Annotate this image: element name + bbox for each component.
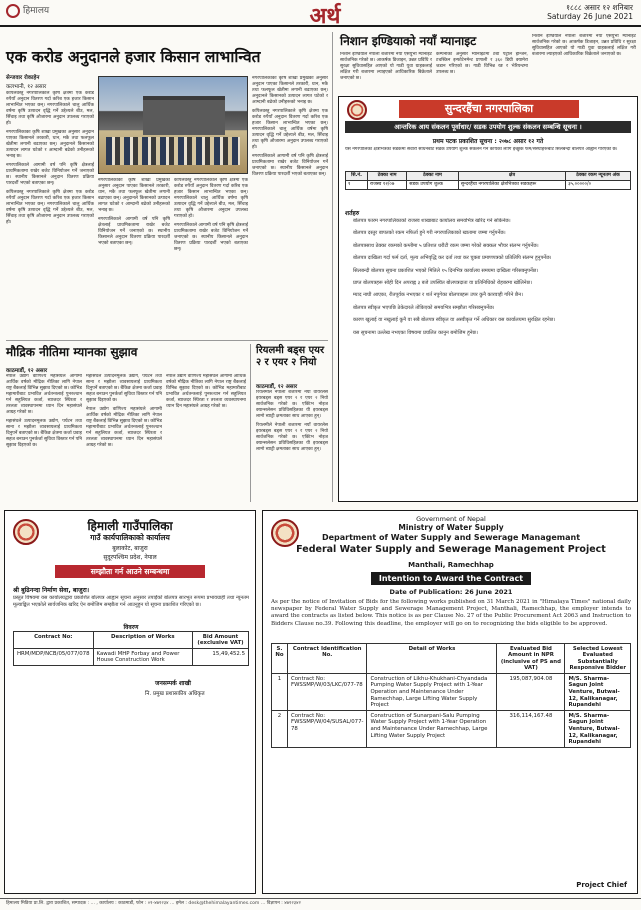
story-monetary-col1: नेपाल उद्योग वाणिज्य महासंघले आगामी आर्थिक वर्षको मौद्रिक नीतिका लागि नेपाल राष्ट्र बैंकलाई विभिन्न सुझाव दिएको छ। कोभिड महामारीबाट प्रभावित अर्थतन्त्रलाई पुनरुत्थान गर्न सहुलियत कर्जा, ब्याजदर स्थिरता र तरलता व्यवस्थापनमा ध्यान दिन महासंघले आग्रह गरेको छ। महासंघले उत्पादनमूलक उद्योग, पर्यटन तथा साना र मझौला व्यवसायलाई प्राथमिकता दिनुपर्ने बताएको छ। बैंकिङ क्षेत्रमा कर्जा प्रवाह सहज बनाउन पुनर्कर्जा सुविधा विस्तार गर्न पनि सुझाव दिइएको छ। xyxy=(6,374,82,448)
story-nissan-col1: निशान इण्डियाले नेपाली बजारमा नयाँ एसयुभी म्यानाइट सार्वजनिक गरेको छ। आकर्षक डिजाइन, उन्नत प्रविधि र सुरक्षा सुविधासहित आएको यो गाडी युवा ग्राहकलाई लक्षित गरी बजारमा ल्याइएको आधिकारिक बिक्रेताले जनाएको छ। xyxy=(340,52,432,81)
story-realme-headline: रियलमी बड्स एयर २ र एयर २ नियो xyxy=(256,345,325,368)
story-kisan-col1: कपिलवस्तु नगरपालिकाले कृषि क्षेत्रमा एक करोड रुपैयाँ अनुदान वितरण गर्दा करिब एक हजार किसान लाभान्वित भएका छन्। नगरपालिकाले चालु आर्थिक वर्षमा कृषि उत्पादन वृद्धि गर्ने उद्देश्यले बीउ, मल, सिँचाइ तथा कृषि औजारमा अनुदान उपलब्ध गराएको हो। नगरपालिकाका कृषि शाखा प्रमुखका अनुसार अनुदान पाएका किसानले तरकारी, धान, मकै तथा फलफूल खेतीमा लगानी बढाएका छन्। अनुदानले किसानको उत्पादन लागत घटेको र आम्दानी बढेको उनीहरूको भनाइ छ। नगरपालिकाले आगामी वर्ष पनि कृषि क्षेत्रलाई प्राथमिकतामा राखेर बजेट विनियोजन गर्ने जनाएको छ। स्थानीय किसानले अनुदान वितरण प्रक्रिया पारदर्शी भएको बताएका छन्। कपिलवस्तु नगरपालिकाले कृषि क्षेत्रमा एक करोड रुपैयाँ अनुदान वितरण गर्दा करिब एक हजार किसान लाभान्वित भएका छन्। नगरपालिकाले चालु आर्थिक वर्षमा कृषि उत्पादन वृद्धि गर्ने उद्देश्यले बीउ, मल, सिँचाइ तथा कृषि औजारमा अनुदान उपलब्ध गराएको हो। xyxy=(6,91,94,225)
paper-logo xyxy=(6,3,126,23)
story-kisan-photo xyxy=(98,76,248,174)
notice-himali-location: बुलाकोट, बाजुरा xyxy=(112,545,148,552)
table-row: 1 Contract No: FWSSMP/W/03/LKC/077-78 Construction of Likhu-Khukhani-Chyandada Pumping Water Supply Project with 1-Year Operation and Maintenance Under Ramechhap, Large Lifting Water Supply Project 195,087,904.08 M/S. Sharma-Sagun Joint Venture, Butwal-12, Kalikanagar, Rupandehi xyxy=(272,674,631,711)
nepal-emblem-icon xyxy=(347,100,367,120)
notice-sundar-table xyxy=(345,171,631,190)
notice-himali-table-label: विवरण xyxy=(123,624,139,631)
notice-himali-banner: सम्झौता गर्न आउने सम्बन्धमा xyxy=(55,565,205,578)
issue-date xyxy=(547,3,633,21)
table-header-row: S. No Contract Identification No. Detail of Works Evaluated Bid Amount in NPR (inclusive of PS and VAT) Selected Lowest Evaluated Substantially Responsive Bidder xyxy=(272,644,631,674)
notice-himali-signer: जनसम्पर्क शाखी xyxy=(155,680,191,687)
notice-himali-to: श्री बुढिनन्दा निर्माण सेवा, बाजुरा। xyxy=(13,587,90,594)
table-row: HRM/MDP/NCB/05/077/078 Kawadi MHP Forbay and Power House Construction Work 15,49,452.5 xyxy=(14,649,249,666)
story-monetary-col3: नेपाल उद्योग वाणिज्य महासंघले आगामी आर्थिक वर्षको मौद्रिक नीतिका लागि नेपाल राष्ट्र बैंकलाई विभिन्न सुझाव दिएको छ। कोभिड महामारीबाट प्रभावित अर्थतन्त्रलाई पुनरुत्थान गर्न सहुलियत कर्जा, ब्याजदर स्थिरता र तरलता व्यवस्थापनमा ध्यान दिन महासंघले आग्रह गरेको छ। xyxy=(166,374,246,409)
notice-sundar-terms: 1. बोलपत्र फारम नगरपालिकाको राजस्व शाखाबाट कार्यालय समयभित्र खरिद गर्न सकिनेछ। 2. बोलपत्र दस्तुर बापतको रकम नफिर्ता हुने गरी नगरपालिकाको खातामा जम्मा गर्नुपर्नेछ। 3. बोलपत्रसाथ ठेक्का रकमको कम्तीमा ५ प्रतिशत धरौटी रकम जम्मा गरेको सक्कल भौचर संलग्न गर्नुपर्नेछ। 4. बोलपत्र दाखिला गर्दा फर्म दर्ता, मूल्य अभिवृद्धि कर दर्ता तथा कर चुक्ता प्रमाणपत्रको प्रतिलिपि संलग्न हुनुपर्नेछ। 5. सिलबन्दी बोलपत्र सूचना प्रकाशित भएको मितिले १५ दिनभित्र कार्यालय समयमा दाखिला गरिसक्नुपर्नेछ। 6. प्राप्त बोलपत्रहरू सोही दिन अपराह्न ३ बजे उपस्थित बोलपत्रदाता वा प्रतिनिधिको रोहबरमा खोलिनेछ। 7. म्याद नाघी आएका, रीतपूर्वक नभएका र शर्त नपुगेका बोलपत्रहरू उपर कुनै कारवाही गरिने छैन। 8. बोलपत्र स्वीकृत भएपछि ठेकेदारले तोकिएको समयभित्र सम्झौता गरिसक्नुपर्नेछ। 9. कारण खुलाई वा नखुलाई कुनै वा सबै बोलपत्र स्वीकृत वा अस्वीकृत गर्ने अधिकार यस कार्यालयमा सुरक्षित रहनेछ। 10. यस सूचनामा उल्लेख नभएका विषयमा प्रचलित कानुन बमोजिम हुनेछ। xyxy=(353,218,631,498)
notice-gov-ministry: Ministry of Water Supply xyxy=(398,523,504,532)
section-divider xyxy=(6,340,328,341)
notice-sundar-terms-title: शर्तहरु xyxy=(345,210,360,217)
story-realme-dateline: काठमाडौं, १२ असार xyxy=(256,384,298,390)
story-kisan-col2: नगरपालिकाका कृषि शाखा प्रमुखका अनुसार अनुदान पाएका किसानले तरकारी, धान, मकै तथा फलफूल खेतीमा लगानी बढाएका छन्। अनुदानले किसानको उत्पादन लागत घटेको र आम्दानी बढेको उनीहरूको भनाइ छ। नगरपालिकाले आगामी वर्ष पनि कृषि क्षेत्रलाई प्राथमिकतामा राखेर बजेट विनियोजन गर्ने जनाएको छ। स्थानीय किसानले अनुदान वितरण प्रक्रिया पारदर्शी भएको बताएका छन्। xyxy=(98,178,170,246)
story-nissan-headline: निशान इण्डियाको नयाँ म्यानाइट xyxy=(340,34,477,48)
table-header-row: सि.नं. ठेक्का नाम ठेक्का नाम क्षेत्र ठेक्का रकम न्यूनतम अंक xyxy=(346,172,631,181)
story-kisan-col4: नगरपालिकाका कृषि शाखा प्रमुखका अनुसार अनुदान पाएका किसानले तरकारी, धान, मकै तथा फलफूल खेतीमा लगानी बढाएका छन्। अनुदानले किसानको उत्पादन लागत घटेको र आम्दानी बढेको उनीहरूको भनाइ छ। कपिलवस्तु नगरपालिकाले कृषि क्षेत्रमा एक करोड रुपैयाँ अनुदान वितरण गर्दा करिब एक हजार किसान लाभान्वित भएका छन्। नगरपालिकाले चालु आर्थिक वर्षमा कृषि उत्पादन वृद्धि गर्ने उद्देश्यले बीउ, मल, सिँचाइ तथा कृषि औजारमा अनुदान उपलब्ध गराएको हो। नगरपालिकाले आगामी वर्ष पनि कृषि क्षेत्रलाई प्राथमिकतामा राखेर बजेट विनियोजन गर्ने जनाएको छ। स्थानीय किसानले अनुदान वितरण प्रक्रिया पारदर्शी भएको बताएका छन्। xyxy=(252,76,328,177)
table-row: १ राजस्व १२/०७ सडक उपयोग शुल्क सुन्दरहैंचा नगरपालिका क्षेत्रभित्रका सडकहरू ३५,०००००/० xyxy=(346,181,631,190)
story-monetary-dateline: काठमाडौं, १२ असार xyxy=(6,368,48,374)
column-divider xyxy=(250,344,251,502)
logo-text: हिमालय xyxy=(23,6,50,16)
masthead xyxy=(0,0,641,27)
notice-gov-department: Department of Water Supply and Sewerage Managemant xyxy=(321,533,581,542)
date-english: Saturday 26 June 2021 xyxy=(547,12,633,21)
notice-himali-table xyxy=(13,631,249,666)
notice-sundar-publish-line: प्रथम पटक प्रकाशित सूचना : २०७८ असार १२ गते xyxy=(432,138,544,145)
story-kisan-col3: कपिलवस्तु नगरपालिकाले कृषि क्षेत्रमा एक करोड रुपैयाँ अनुदान वितरण गर्दा करिब एक हजार किसान लाभान्वित भएका छन्। नगरपालिकाले चालु आर्थिक वर्षमा कृषि उत्पादन वृद्धि गर्ने उद्देश्यले बीउ, मल, सिँचाइ तथा कृषि औजारमा अनुदान उपलब्ध गराएको हो। नगरपालिकाले आगामी वर्ष पनि कृषि क्षेत्रलाई प्राथमिकतामा राखेर बजेट विनियोजन गर्ने जनाएको छ। स्थानीय किसानले अनुदान वितरण प्रक्रिया पारदर्शी भएको बताएका छन्। xyxy=(174,178,248,252)
notice-himali-body: प्रस्तुत विषयमा यस कार्यालयद्वारा प्रकाशित बोलपत्र आह्वान सूचना अनुसार तपाईंको बोलपत्र सारभूत रूपमा प्रभावग्राही तथा न्यूनतम मूल्याङ्कित भएकोले सार्वजनिक खरिद ऐन बमोजिम सम्झौता गर्न आउनुहुन यो सूचना प्रकाशित गरिएको छ। xyxy=(13,595,249,608)
story-kisan-headline: एक करोड अनुदानले हजार किसान लाभान्वित xyxy=(6,48,261,66)
date-nepali: १८८८ असार १२ शनिबार xyxy=(566,3,633,12)
story-realme-body: रियलमीले नेपाली बजारमा नयाँ वायरलेस इयरबड्स बड्स एयर २ र एयर २ नियो सार्वजनिक गरेको छ। एक्टिभ नोइज क्यान्सलेसन प्रविधिसहितका यी इयरबड्स लामो ब्याट्री क्षमताका साथ आएका हुन्। रियलमीले नेपाली बजारमा नयाँ वायरलेस इयरबड्स बड्स एयर २ र एयर २ नियो सार्वजनिक गरेको छ। एक्टिभ नोइज क्यान्सलेसन प्रविधिसहितका यी इयरबड्स लामो ब्याट्री क्षमताका साथ आएका हुन्। xyxy=(256,390,328,452)
table-row: 2 Contract No: FWSSMP/W/04/SUSAL/077-78 Construction of Sunarpani-Salu Pumping Water Supply Project with 1-Year Operation and Maintenance Under Ramechhap, Large Lifting Water Supply Project 316,114,167.48 M/S. Sharma-Sagun Joint Venture, Butwal-12, Kalikanagar, Rupandehi xyxy=(272,711,631,748)
notice-sundarhaincha xyxy=(338,96,638,502)
notice-gov-location: Manthali, Ramechhap xyxy=(408,561,494,569)
notice-gov-table xyxy=(271,643,631,748)
nepal-emblem-icon xyxy=(13,519,39,545)
notice-gov-banner: Intention to Award the Contract xyxy=(371,572,531,585)
notice-sundar-intro: यस नगरपालिका क्षेत्रभित्रका सडकमा सवारी साधनबाट सडक उपयोग शुल्क संकलन गर्ने कार्यका लागि इच्छुक फर्म/संस्थाहरूबाट सिलबन्दी बोलपत्र आह्वान गरिएको छ। xyxy=(345,147,618,152)
notice-sundar-title: सुन्दरहैंचा नगरपालिका xyxy=(399,100,579,118)
notice-gov-date: Date of Publication: 26 June 2021 xyxy=(389,588,513,596)
story-kisan-dateline: कलभानी, १२ असार xyxy=(6,84,47,90)
story-monetary-headline: मौद्रिक नीतिमा म्यानका सुझाव xyxy=(6,345,138,359)
story-nissan-col2: कम्पनीका अनुसार म्यानाइटमा टर्बो पेट्रोल इन्जिन, टचस्क्रिन इन्फोटेनमेन्ट प्रणाली र ३६० डिग्री क्यामेरा जडान गरिएको छ। गाडी विभिन्न रङ र भेरियन्टमा उपलब्ध छ। xyxy=(436,52,528,75)
notice-gov-line1: Government of Nepal xyxy=(416,515,486,523)
table-header-row: Contract No: Description of Works Bid Amount (exclusive VAT) xyxy=(14,632,249,649)
column-divider xyxy=(332,32,333,502)
logo-emblem-icon xyxy=(6,4,20,18)
section-title: अर्थ xyxy=(309,4,341,29)
notice-gov-body: As per the notice of Invitation of Bids for the following works published on 31 March 2021 in "Himalaya Times" national daily newspaper by Federal Water Supply and Sewerage Management Project, Manthali, Ramechhap, the employer intends to award the contracts as listed below. This notice is as per Clause No. 27 of the Public Procurement Act 2063 and Instruction to Bidders Clause no.39. Following this deadline, the employer will go on to recognizing the bids eligible to be approved. xyxy=(271,599,631,627)
notice-sundar-subtitle: आन्तरिक आय संकलन पूर्वाधार/ सडक उपयोग शुल्क संकलन सम्बन्धि सूचना । xyxy=(345,121,631,133)
notice-himali-province: सुदूरपश्चिम प्रदेश, नेपाल xyxy=(103,554,157,561)
notice-gov-project: Federal Water Supply and Sewerage Management Project xyxy=(296,544,606,555)
notice-himali-title: हिमाली गाउँपालिका xyxy=(87,519,173,533)
notice-himali-office: गाउँ कार्यपालिकाको कार्यालय xyxy=(90,533,170,542)
notice-gov-signer: Project Chief xyxy=(576,881,627,889)
story-nissan-col3: निशान इण्डियाले नेपाली बजारमा नयाँ एसयुभी म्यानाइट सार्वजनिक गरेको छ। आकर्षक डिजाइन, उन्नत प्रविधि र सुरक्षा सुविधासहित आएको यो गाडी युवा ग्राहकलाई लक्षित गरी बजारमा ल्याइएको आधिकारिक बिक्रेताले जनाएको छ। xyxy=(532,34,636,57)
notice-himali-signer-title: नि. प्रमुख प्रशासकीय अधिकृत xyxy=(145,691,205,697)
notice-himali xyxy=(4,510,256,894)
page-footer: हिमालय मिडिया प्रा.लि. द्वारा प्रकाशित, सम्पादक : ... , कार्यालय : काठमाडौं, फोन : ०१-४७१२३४ ... इमेल : desk@thehimalayantimes.com ... विज्ञापन : ४७१२३४२ xyxy=(0,898,641,910)
story-kisan-byline: सेन्जवार रोकाहेन xyxy=(6,75,40,81)
story-monetary-col2: महासंघले उत्पादनमूलक उद्योग, पर्यटन तथा साना र मझौला व्यवसायलाई प्राथमिकता दिनुपर्ने बताएको छ। बैंकिङ क्षेत्रमा कर्जा प्रवाह सहज बनाउन पुनर्कर्जा सुविधा विस्तार गर्न पनि सुझाव दिइएको छ। नेपाल उद्योग वाणिज्य महासंघले आगामी आर्थिक वर्षको मौद्रिक नीतिका लागि नेपाल राष्ट्र बैंकलाई विभिन्न सुझाव दिएको छ। कोभिड महामारीबाट प्रभावित अर्थतन्त्रलाई पुनरुत्थान गर्न सहुलियत कर्जा, ब्याजदर स्थिरता र तरलता व्यवस्थापनमा ध्यान दिन महासंघले आग्रह गरेको छ। xyxy=(86,374,162,448)
notice-water-supply xyxy=(262,510,638,894)
